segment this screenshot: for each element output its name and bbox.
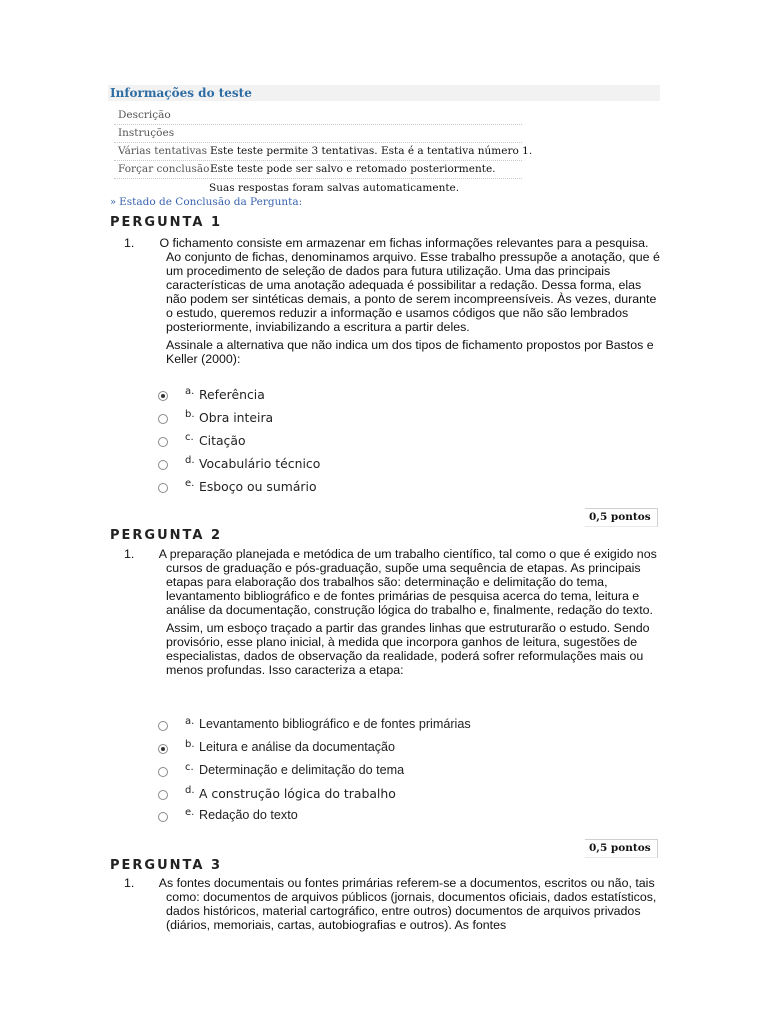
autosave-note: Suas respostas foram salvas automaticamente.	[209, 182, 460, 194]
option-letter: a.	[185, 716, 195, 727]
points-value: 0,5 pontos	[589, 842, 651, 854]
info-row-instructions	[114, 124, 522, 143]
radio-button[interactable]	[158, 721, 168, 731]
radio-button-selected[interactable]	[158, 391, 168, 401]
answer-option[interactable]	[158, 785, 558, 803]
info-label: Instruções	[118, 127, 175, 139]
radio-button-selected[interactable]	[158, 744, 168, 754]
option-letter: c.	[185, 432, 194, 443]
option-label[interactable]: Levantamento bibliográfico e de fontes primárias	[199, 717, 471, 731]
question-text: O fichamento consiste em armazenar em fichas informações relevantes para a pesquisa. Ao conjunto de fichas, denominamos arquivo. Esse trabalho pressupõe a anotação, que é um procedimento de seleção de dados para futura utilização. Uma das principais características de uma anotação adequada é possibilitar a redação. Dessa forma, elas não podem ser sintéticas demais, a ponto de serem incompreensíveis. Às vezes, durante o estudo, queremos reduzir a informação e usamos códigos que não são lembrados posteriormente, inviabilizando a escritura a partir deles.	[159, 236, 660, 334]
answer-option[interactable]	[158, 455, 558, 473]
answer-option[interactable]	[158, 386, 558, 404]
info-label: Várias tentativas	[118, 145, 208, 157]
answer-option[interactable]	[158, 739, 558, 757]
answer-option[interactable]	[158, 478, 558, 496]
question-body	[124, 876, 660, 932]
info-label: Descrição	[118, 109, 171, 121]
option-letter: e.	[185, 807, 195, 818]
answer-option[interactable]	[158, 807, 558, 825]
radio-button[interactable]	[158, 812, 168, 822]
option-label[interactable]: Determinação e delimitação do tema	[199, 763, 405, 777]
question-status-toggle[interactable]	[110, 195, 302, 210]
option-label[interactable]: Citação	[199, 433, 246, 448]
radio-button[interactable]	[158, 483, 168, 493]
option-letter: b.	[185, 739, 195, 750]
option-label[interactable]: Obra inteira	[199, 410, 274, 425]
radio-button[interactable]	[158, 790, 168, 800]
option-label[interactable]: Redação do texto	[199, 808, 298, 822]
info-value: Este teste pode ser salvo e retomado posteriormente.	[210, 163, 496, 175]
question-text: A preparação planejada e metódica de um trabalho científico, tal como o que é exigido nos cursos de graduação e pós-graduação, supõe uma sequência de etapas. As principais etapas para elaboração dos trabalhos são: determinação e delimitação do tema, levantamento bibliográfico e de fontes primárias de pesquisa acerca do tema, leitura e análise da documentação, construção lógica do trabalho e, finalmente, redação do texto.	[158, 547, 657, 617]
option-letter: d.	[185, 785, 195, 796]
question-body	[124, 236, 660, 366]
points-badge	[585, 839, 658, 858]
option-letter: c.	[185, 762, 194, 773]
test-info-title: Informações do teste	[110, 86, 252, 100]
points-badge	[585, 508, 658, 527]
radio-button[interactable]	[158, 437, 168, 447]
question-number: 1.	[124, 236, 135, 250]
question-number: 1.	[124, 876, 135, 890]
option-label[interactable]: A construção lógica do trabalho	[199, 786, 396, 801]
option-letter: b.	[185, 409, 195, 420]
question-body	[124, 547, 660, 677]
question-number: 1.	[124, 547, 135, 561]
answer-option[interactable]	[158, 432, 558, 450]
test-info-header	[108, 85, 660, 101]
info-row-description	[114, 106, 522, 125]
option-label[interactable]: Esboço ou sumário	[199, 479, 317, 494]
answer-option[interactable]	[158, 762, 558, 780]
radio-button[interactable]	[158, 414, 168, 424]
option-label[interactable]: Referência	[199, 387, 265, 402]
question-heading: PERGUNTA 2	[110, 528, 223, 543]
question-prompt: Assim, um esboço traçado a partir das grandes linhas que estruturarão o estudo. Sendo provisório, esse plano inicial, à medida que incorpora ganhos de leitura, sugestões de especialistas, dados de observação da realidade, poderá sofrer reformulações mais ou menos profundas. Isso caracteriza a etapa:	[166, 621, 650, 677]
option-letter: e.	[185, 478, 195, 489]
info-row-force-completion	[114, 160, 522, 179]
answer-option[interactable]	[158, 716, 558, 734]
radio-button[interactable]	[158, 767, 168, 777]
question-prompt: Assinale a alternativa que não indica um dos tipos de fichamento propostos por Bastos e Keller (2000):	[166, 338, 654, 366]
radio-button[interactable]	[158, 460, 168, 470]
info-label: Forçar conclusão	[118, 163, 210, 175]
points-value: 0,5 pontos	[589, 511, 651, 523]
option-label[interactable]: Leitura e análise da documentação	[199, 740, 396, 754]
question-status-label[interactable]: Estado de Conclusão da Pergunta:	[119, 196, 303, 208]
question-text: As fontes documentais ou fontes primárias referem-se a documentos, escritos ou não, tais como: documentos de arquivos públicos (jornais, documentos oficiais, dados estatísticos, dados históricos, material cartográfico, entre outros) documentos de arquivos privados (diários, memoriais, cartas, autobiografias e outros). As fontes	[158, 876, 657, 932]
info-row-attempts	[114, 142, 533, 161]
option-letter: a.	[185, 386, 195, 397]
double-chevron-down-icon: »	[110, 197, 117, 208]
answer-option[interactable]	[158, 409, 558, 427]
option-letter: d.	[185, 455, 195, 466]
question-heading: PERGUNTA 1	[110, 215, 223, 230]
info-value: Este teste permite 3 tentativas. Esta é a tentativa número 1.	[210, 145, 533, 157]
option-label[interactable]: Vocabulário técnico	[199, 456, 321, 471]
question-heading: PERGUNTA 3	[110, 858, 223, 873]
